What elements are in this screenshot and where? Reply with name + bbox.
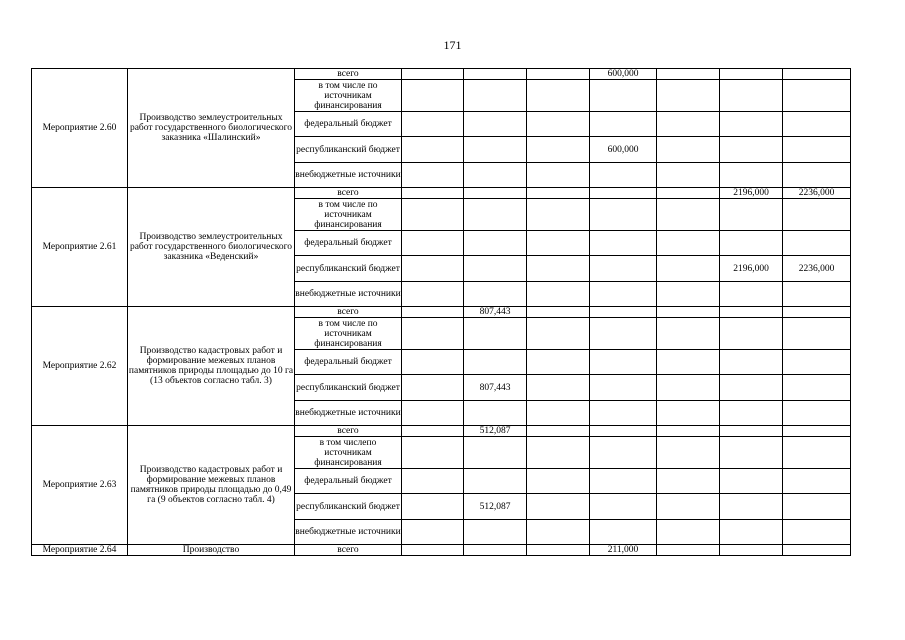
value-cell [783, 494, 851, 520]
description-cell: Производство [128, 545, 295, 556]
value-cell [402, 199, 464, 231]
description-cell: Производство кадастровых работ и формирование межевых планов памятников природы площадью до 10 га (13 объектов согласно табл. 3) [128, 307, 295, 426]
value-cell [464, 199, 527, 231]
value-cell [464, 137, 527, 163]
value-cell [657, 307, 720, 318]
value-cell [657, 401, 720, 426]
value-cell [783, 199, 851, 231]
source-cell: всего [295, 545, 402, 556]
value-cell [527, 469, 590, 494]
value-cell [590, 256, 657, 282]
value-cell [590, 469, 657, 494]
page-number: 171 [443, 38, 462, 52]
value-cell: 2196,000 [720, 256, 783, 282]
value-cell [590, 112, 657, 137]
value-cell [657, 188, 720, 199]
value-cell [657, 350, 720, 375]
value-cell [527, 401, 590, 426]
source-cell: всего [295, 307, 402, 318]
value-cell [464, 256, 527, 282]
value-cell [402, 188, 464, 199]
source-cell: федеральный бюджет [295, 350, 402, 375]
value-cell: 2196,000 [720, 188, 783, 199]
value-cell [527, 282, 590, 307]
value-cell: 2236,000 [783, 188, 851, 199]
value-cell [527, 256, 590, 282]
value-cell [783, 282, 851, 307]
value-cell [464, 401, 527, 426]
source-cell: республиканский бюджет [295, 256, 402, 282]
source-cell: федеральный бюджет [295, 112, 402, 137]
description-cell: Производство землеустроительных работ государственного биологического заказника «Веденский» [128, 188, 295, 307]
value-cell [720, 163, 783, 188]
value-cell [402, 307, 464, 318]
value-cell: 512,087 [464, 426, 527, 437]
source-cell: внебюджетные источники [295, 401, 402, 426]
value-cell: 211,000 [590, 545, 657, 556]
source-cell: внебюджетные источники [295, 163, 402, 188]
value-cell [464, 520, 527, 545]
value-cell [402, 112, 464, 137]
source-cell: в том числе по источникам финансирования [295, 199, 402, 231]
value-cell [590, 282, 657, 307]
value-cell [402, 137, 464, 163]
source-cell: федеральный бюджет [295, 231, 402, 256]
value-cell [590, 318, 657, 350]
value-cell [402, 282, 464, 307]
value-cell [464, 69, 527, 80]
value-cell [527, 520, 590, 545]
table-row [32, 307, 851, 318]
source-cell: внебюджетные источники [295, 520, 402, 545]
source-cell: республиканский бюджет [295, 375, 402, 401]
value-cell [464, 80, 527, 112]
value-cell [783, 112, 851, 137]
value-cell: 600,000 [590, 137, 657, 163]
value-cell [720, 437, 783, 469]
value-cell [657, 80, 720, 112]
value-cell [527, 231, 590, 256]
value-cell [783, 520, 851, 545]
value-cell [590, 375, 657, 401]
event-cell: Мероприятие 2.62 [32, 307, 128, 426]
value-cell [720, 375, 783, 401]
value-cell [527, 163, 590, 188]
value-cell: 807,443 [464, 375, 527, 401]
value-cell [657, 69, 720, 80]
source-cell: в том числе по источникам финансирования [295, 80, 402, 112]
value-cell [657, 199, 720, 231]
value-cell [402, 80, 464, 112]
value-cell [402, 494, 464, 520]
value-cell [783, 137, 851, 163]
value-cell [527, 112, 590, 137]
value-cell [657, 231, 720, 256]
financing-table [31, 68, 851, 556]
source-cell: внебюджетные источники [295, 282, 402, 307]
value-cell [590, 401, 657, 426]
value-cell [527, 137, 590, 163]
value-cell: 512,087 [464, 494, 527, 520]
value-cell [464, 231, 527, 256]
value-cell [590, 437, 657, 469]
value-cell [783, 375, 851, 401]
value-cell [720, 69, 783, 80]
value-cell [783, 69, 851, 80]
value-cell [783, 469, 851, 494]
value-cell [657, 545, 720, 556]
value-cell [590, 494, 657, 520]
value-cell [657, 375, 720, 401]
value-cell [402, 520, 464, 545]
source-cell: республиканский бюджет [295, 137, 402, 163]
value-cell [590, 307, 657, 318]
value-cell [720, 80, 783, 112]
value-cell [720, 318, 783, 350]
value-cell [590, 188, 657, 199]
value-cell [527, 307, 590, 318]
value-cell [783, 545, 851, 556]
value-cell [402, 69, 464, 80]
value-cell [720, 350, 783, 375]
value-cell [720, 520, 783, 545]
value-cell [657, 282, 720, 307]
source-cell: всего [295, 69, 402, 80]
value-cell [657, 137, 720, 163]
event-cell: Мероприятие 2.64 [32, 545, 128, 556]
source-cell: всего [295, 188, 402, 199]
value-cell [527, 350, 590, 375]
value-cell [464, 318, 527, 350]
value-cell [527, 80, 590, 112]
value-cell [527, 437, 590, 469]
value-cell: 2236,000 [783, 256, 851, 282]
source-cell: в том числепо источникам финансирования [295, 437, 402, 469]
value-cell [402, 163, 464, 188]
value-cell [464, 112, 527, 137]
value-cell [527, 318, 590, 350]
value-cell [783, 426, 851, 437]
value-cell [657, 163, 720, 188]
value-cell [402, 350, 464, 375]
value-cell [783, 231, 851, 256]
value-cell [464, 437, 527, 469]
value-cell [783, 80, 851, 112]
value-cell [590, 80, 657, 112]
value-cell [590, 231, 657, 256]
value-cell [402, 401, 464, 426]
value-cell: 600,000 [590, 69, 657, 80]
table-row [32, 426, 851, 437]
value-cell [527, 69, 590, 80]
value-cell [657, 437, 720, 469]
value-cell [657, 318, 720, 350]
source-cell: в том числе по источникам финансирования [295, 318, 402, 350]
value-cell [657, 112, 720, 137]
value-cell [720, 231, 783, 256]
description-cell: Производство кадастровых работ и формирование межевых планов памятников природы площадью до 0,49 га (9 объектов согласно табл. 4) [128, 426, 295, 545]
value-cell [464, 350, 527, 375]
value-cell [402, 231, 464, 256]
value-cell [402, 469, 464, 494]
value-cell [402, 318, 464, 350]
value-cell [590, 199, 657, 231]
event-cell: Мероприятие 2.60 [32, 69, 128, 188]
value-cell [464, 163, 527, 188]
source-cell: федеральный бюджет [295, 469, 402, 494]
value-cell [720, 426, 783, 437]
value-cell [657, 256, 720, 282]
value-cell [527, 188, 590, 199]
value-cell [657, 520, 720, 545]
value-cell [720, 199, 783, 231]
source-cell: всего [295, 426, 402, 437]
value-cell [527, 375, 590, 401]
value-cell [720, 401, 783, 426]
value-cell [464, 188, 527, 199]
value-cell [783, 163, 851, 188]
table-row [32, 188, 851, 199]
table-row [32, 69, 851, 80]
value-cell [720, 494, 783, 520]
value-cell [402, 437, 464, 469]
value-cell [464, 282, 527, 307]
value-cell [657, 494, 720, 520]
value-cell [783, 350, 851, 375]
value-cell [720, 112, 783, 137]
source-cell: республиканский бюджет [295, 494, 402, 520]
value-cell [464, 545, 527, 556]
value-cell [783, 318, 851, 350]
value-cell: 807,443 [464, 307, 527, 318]
value-cell [590, 520, 657, 545]
value-cell [720, 469, 783, 494]
value-cell [720, 307, 783, 318]
value-cell [720, 137, 783, 163]
value-cell [720, 282, 783, 307]
value-cell [783, 401, 851, 426]
value-cell [783, 307, 851, 318]
value-cell [783, 437, 851, 469]
value-cell [657, 426, 720, 437]
value-cell [527, 426, 590, 437]
description-cell: Производство землеустроительных работ государственного биологического заказника «Шалинский» [128, 69, 295, 188]
value-cell [527, 545, 590, 556]
value-cell [402, 256, 464, 282]
value-cell [590, 163, 657, 188]
value-cell [527, 494, 590, 520]
value-cell [464, 469, 527, 494]
value-cell [527, 199, 590, 231]
value-cell [590, 350, 657, 375]
value-cell [402, 426, 464, 437]
value-cell [402, 375, 464, 401]
event-cell: Мероприятие 2.61 [32, 188, 128, 307]
value-cell [657, 469, 720, 494]
event-cell: Мероприятие 2.63 [32, 426, 128, 545]
table-row [32, 545, 851, 556]
value-cell [720, 545, 783, 556]
value-cell [590, 426, 657, 437]
value-cell [402, 545, 464, 556]
